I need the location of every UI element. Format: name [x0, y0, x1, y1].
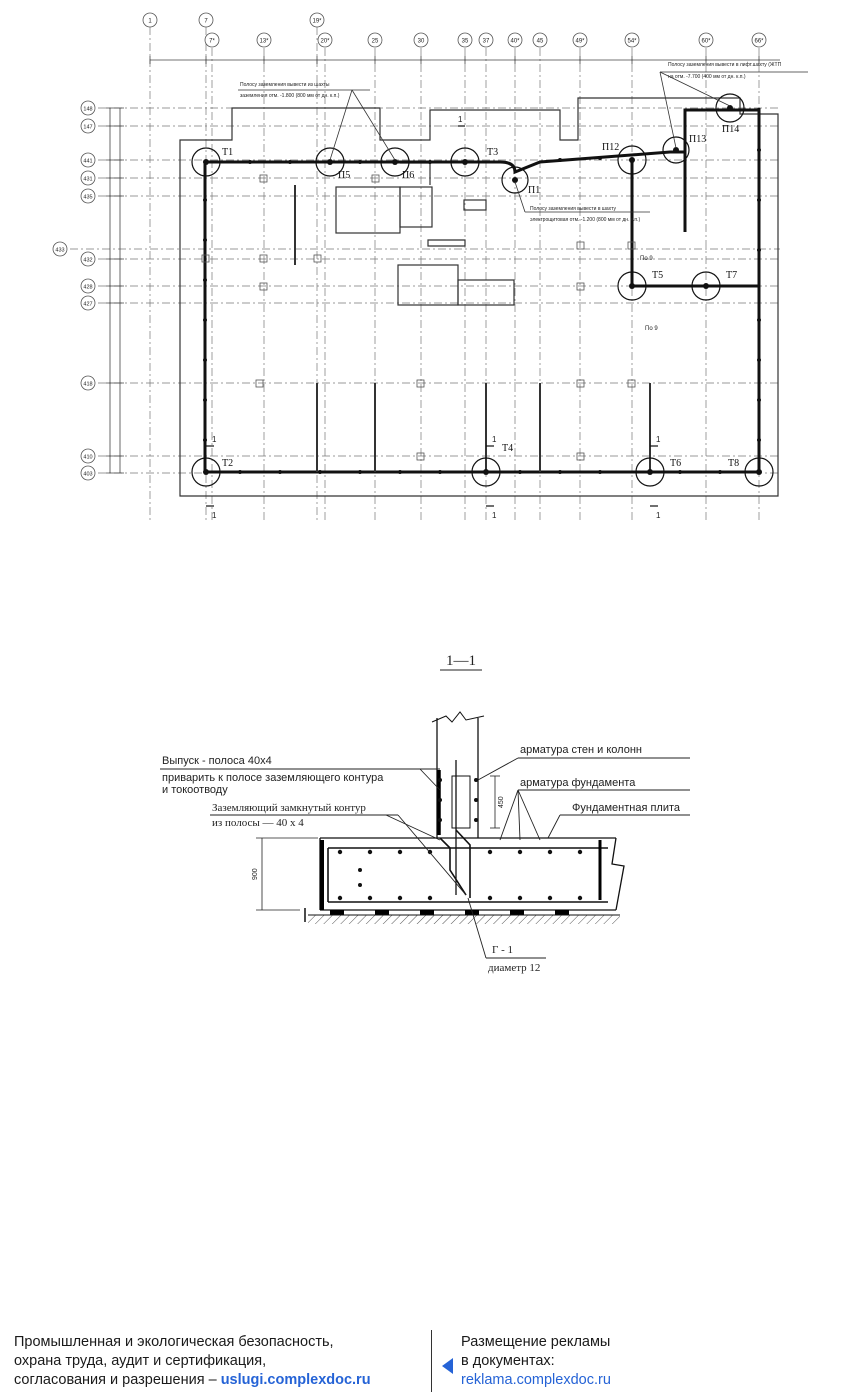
section-mark-label: 1 — [212, 435, 217, 444]
grounding-point-label: Т1 — [222, 147, 234, 158]
note-top-right-line: Полосу заземления вывести в лифт.шахту (ЖТП — [668, 62, 782, 68]
grounding-point-label: П14 — [722, 124, 740, 135]
label-contour-2: из полосы — 40 х 4 — [212, 817, 304, 829]
footer-right-line-2: в документах: — [461, 1353, 555, 1369]
arrow-left-icon — [442, 1358, 453, 1374]
column-axis-label: 60* — [701, 38, 711, 45]
column-axis-label: 19* — [312, 18, 322, 25]
row-axis-label: 433 — [55, 247, 65, 254]
section-title: 1—1 — [446, 653, 476, 669]
row-axis-label: 427 — [83, 301, 93, 308]
section-mark-label: 1 — [656, 511, 661, 520]
grounding-point-label: Т8 — [728, 458, 740, 469]
column-axis-label: 30 — [417, 38, 425, 45]
row-axis-label: 148 — [83, 106, 93, 113]
grounding-point-label: Т6 — [670, 458, 682, 469]
note-top-right-line: на отм. -7.700 (400 мм от дн. к.п.) — [668, 74, 746, 80]
row-axis-label: 147 — [83, 124, 93, 131]
column-axis-label: 20* — [320, 38, 330, 45]
label-rebar-foundation: арматура фундамента — [520, 777, 636, 789]
grounding-point-label: П5 — [338, 170, 351, 181]
section-mark-label: 1 — [656, 435, 661, 444]
row-axis-label: 431 — [83, 176, 93, 183]
grounding-point-label: Т5 — [652, 270, 664, 281]
section-mark-label: 1 — [212, 511, 217, 520]
grounding-point-label: П12 — [602, 142, 620, 153]
outlet-strip-mark — [452, 776, 470, 828]
row-axis-label: 418 — [83, 381, 93, 388]
grounding-point-label: Т2 — [222, 458, 234, 469]
column-axis-label: 35 — [461, 38, 469, 45]
label-outlet-strip: Выпуск - полоса 40х4 — [162, 755, 272, 767]
note-top-left-line: Полосу заземления вывести из шахты — [240, 82, 330, 88]
section-mark-label: 1 — [458, 115, 463, 124]
note-middle-line: Полосу заземления вывести в шахту — [530, 206, 616, 212]
label-foundation-slab: Фундаментная плита — [572, 802, 681, 814]
row-axis-label: 410 — [83, 454, 93, 461]
grounding-point-label: Т7 — [726, 270, 738, 281]
column-axis-label: 13* — [259, 38, 269, 45]
g1-bar — [440, 830, 470, 898]
po9-label: По 9 — [640, 256, 653, 262]
label-weld-note-2: и токоотводу — [162, 784, 228, 796]
label-diameter: диаметр 12 — [488, 962, 541, 974]
note-top-left-line: заземления отм. -1.800 (800 мм от дн. к.п.) — [240, 93, 340, 99]
label-weld-note-1: приварить к полосе заземляющего контура — [162, 772, 384, 784]
dim-height: 900 — [252, 868, 259, 880]
row-axis-label: 441 — [83, 158, 93, 165]
section-mark-label: 1 — [492, 511, 497, 520]
row-axis-label: 435 — [83, 194, 93, 201]
column-axis-label: 37 — [482, 38, 490, 45]
grounding-point-label: П6 — [402, 170, 415, 181]
note-middle-line: электрощитовая отм. -1.200 (800 мм от дн. к.п.) — [530, 217, 641, 223]
dim-outlet: 450 — [498, 796, 505, 808]
footer-left-text — [14, 1333, 424, 1390]
column-axis-label: 1 — [148, 18, 152, 25]
uslugi-link[interactable]: uslugi.complexdoc.ru — [220, 1372, 371, 1388]
row-axis-label: 428 — [83, 284, 93, 291]
label-contour-1: Заземляющий замкнутый контур — [212, 802, 366, 814]
contour-strip-under-slab — [330, 910, 569, 915]
footer-left-line-2: охрана труда, аудит и сертификация, — [14, 1353, 267, 1369]
column-axis-label: 25 — [371, 38, 379, 45]
column-axis-label: 49* — [575, 38, 585, 45]
column-axis-label: 54* — [627, 38, 637, 45]
slab-rebar-dots — [338, 778, 582, 900]
label-g1: Г - 1 — [492, 944, 514, 956]
grounding-point-label: П1 — [528, 185, 541, 196]
po9-label: По 9 — [645, 326, 658, 332]
footer-right-text — [461, 1333, 851, 1390]
grounding-point-label: Т4 — [502, 443, 514, 454]
footer-divider — [431, 1330, 432, 1392]
column-axis-label: 45 — [536, 38, 544, 45]
reklama-link[interactable]: reklama.complexdoc.ru — [461, 1372, 611, 1388]
column-axis-label: 40* — [510, 38, 520, 45]
grounding-point-label: П13 — [689, 134, 707, 145]
row-axis-label: 403 — [83, 471, 93, 478]
ground-hatch — [308, 915, 620, 924]
row-axis-label: 432 — [83, 257, 93, 264]
section-mark-label: 1 — [492, 435, 497, 444]
column-axis-label: 66* — [754, 38, 764, 45]
grounding-point-label: Т3 — [487, 147, 499, 158]
footer-left-line-1: Промышленная и экологическая безопасность, — [14, 1334, 334, 1350]
column-axis-label: 7* — [209, 38, 215, 45]
label-rebar-walls: арматура стен и колонн — [520, 744, 642, 756]
footer-left-line-3: согласования и разрешения – — [14, 1372, 221, 1388]
column-axis-label: 7 — [204, 18, 208, 25]
footer-right-line-1: Размещение рекламы — [461, 1334, 611, 1350]
footer-ad-banner — [0, 1320, 865, 1399]
